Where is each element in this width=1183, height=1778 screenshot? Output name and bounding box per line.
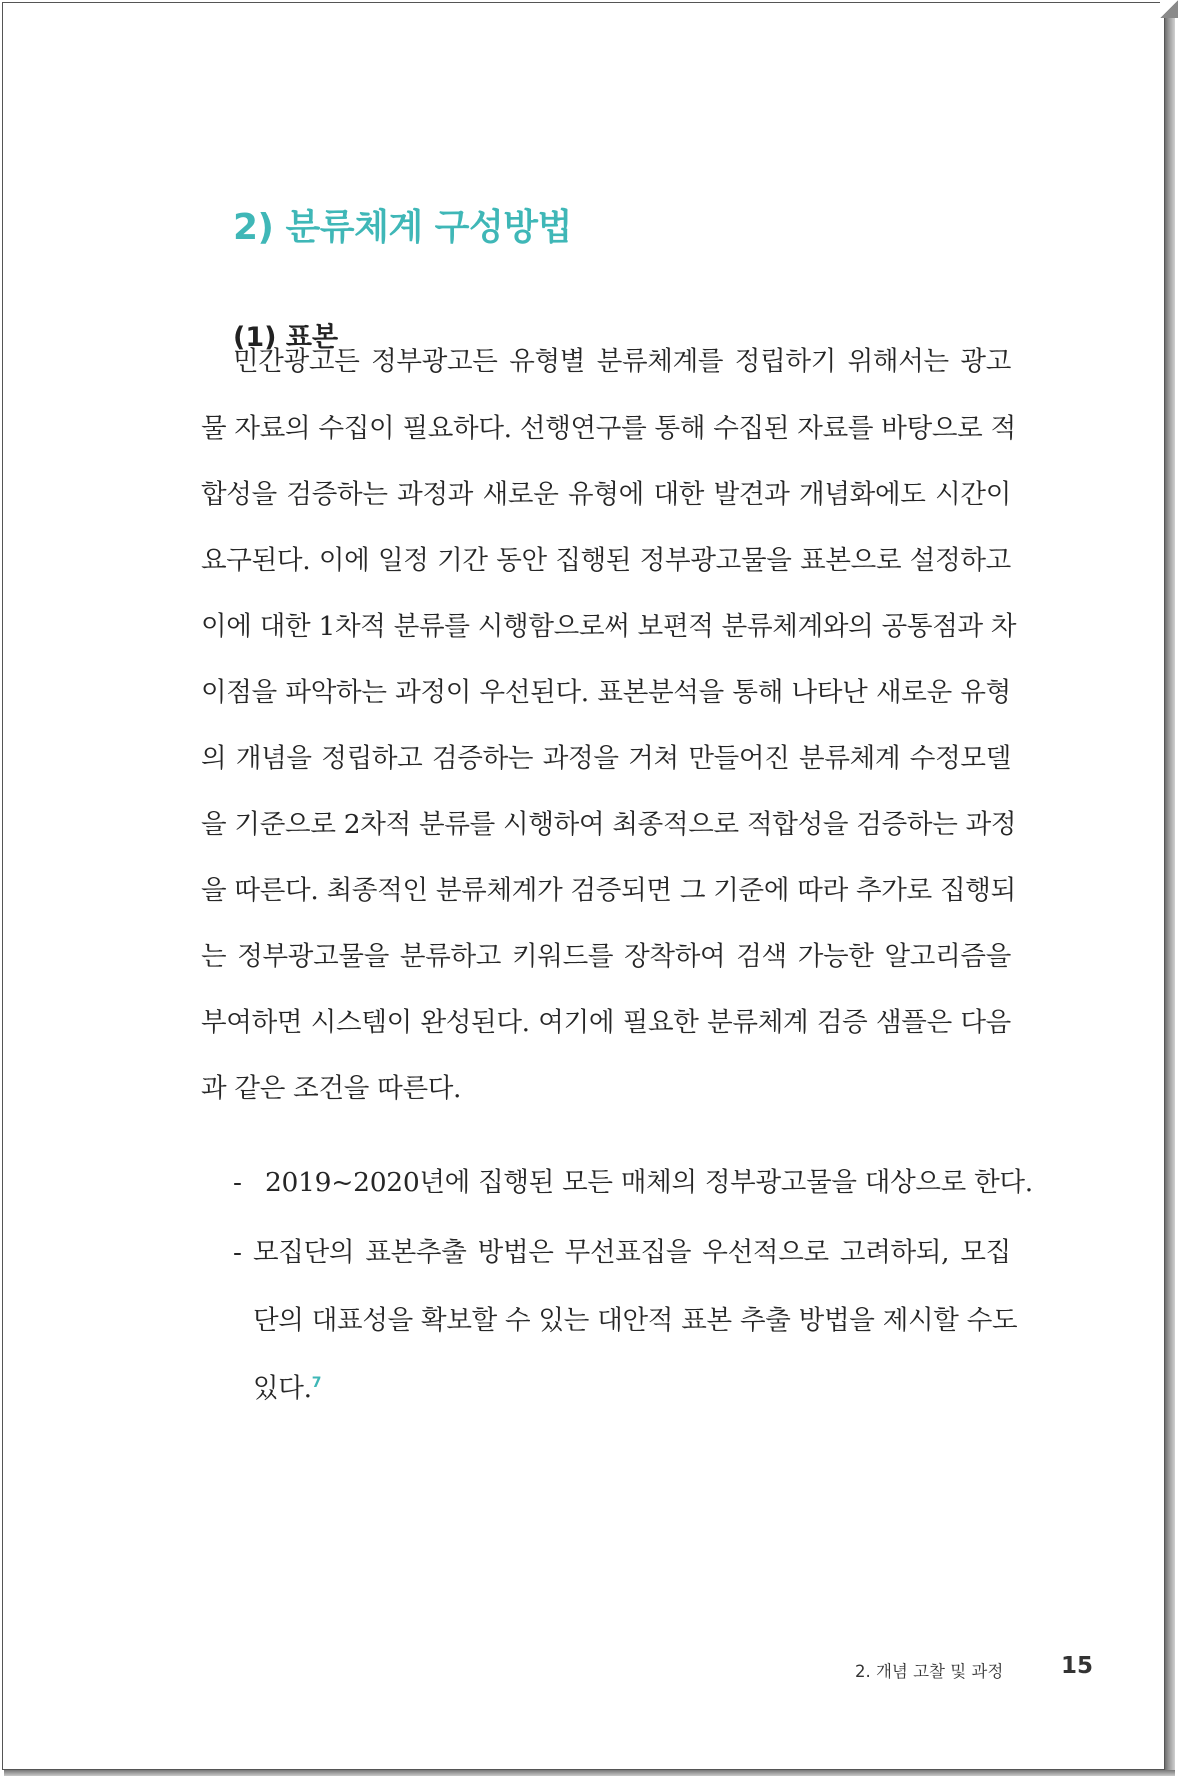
paragraph-line: 을 따른다. 최종적인 분류체계가 검증되면 그 기준에 따라 추가로 집행되 <box>201 875 1016 906</box>
bullet-line: 2019~2020년에 집행된 모든 매체의 정부광고물을 대상으로 한다. <box>265 1167 1033 1198</box>
paragraph-line: 이에 대한 1차적 분류를 시행함으로써 보편적 분류체계와의 공통점과 차 <box>201 611 1017 642</box>
footer-chapter-title: 2. 개념 고찰 및 과정 <box>855 1662 1004 1681</box>
paragraph-line: 는 정부광고물을 분류하고 키워드를 장착하여 검색 가능한 알고리즘을 <box>201 941 1011 972</box>
bullet-line: 단의 대표성을 확보할 수 있는 대안적 표본 추출 방법을 제시할 수도 <box>253 1305 1018 1336</box>
paragraph-line: 합성을 검증하는 과정과 새로운 유형에 대한 발견과 개념화에도 시간이 <box>201 479 1011 510</box>
bullet-dash: - <box>233 1237 242 1268</box>
footnote-marker[interactable]: 7 <box>311 1375 322 1392</box>
bullet-line: 모집단의 표본추출 방법은 무선표집을 우선적으로 고려하되, 모집 <box>253 1237 1011 1268</box>
subsection-title: (1) 표본 <box>233 322 339 353</box>
bullet-dash: - <box>233 1167 242 1198</box>
page-edge-shadow <box>1165 6 1175 1774</box>
document-page <box>2 2 1165 1770</box>
paragraph-line: 민간광고든 정부광고든 유형별 분류체계를 정립하기 위해서는 광고 <box>233 346 1011 377</box>
page-bottom-shadow <box>4 1770 1175 1776</box>
paragraph-line: 을 기준으로 2차적 분류를 시행하여 최종적으로 적합성을 검증하는 과정 <box>201 809 1017 840</box>
bullet-line-with-footnote <box>253 1373 321 1405</box>
paragraph-line: 부여하면 시스템이 완성된다. 여기에 필요한 분류체계 검증 샘플은 다음 <box>201 1007 1011 1038</box>
paragraph-line: 물 자료의 수집이 필요하다. 선행연구를 통해 수집된 자료를 바탕으로 적 <box>201 413 1016 444</box>
page-fold-corner <box>1160 0 1178 18</box>
section-title: 2) 분류체계 구성방법 <box>233 207 572 248</box>
paragraph-line: 과 같은 조건을 따른다. <box>201 1073 462 1104</box>
bullet-line-text: 있다. <box>253 1373 312 1404</box>
paragraph-line: 의 개념을 정립하고 검증하는 과정을 거쳐 만들어진 분류체계 수정모델 <box>201 743 1011 774</box>
paragraph-line: 요구된다. 이에 일정 기간 동안 집행된 정부광고물을 표본으로 설정하고 <box>201 545 1011 576</box>
page-number: 15 <box>1061 1653 1094 1679</box>
paragraph-line: 이점을 파악하는 과정이 우선된다. 표본분석을 통해 나타난 새로운 유형 <box>201 677 1011 708</box>
